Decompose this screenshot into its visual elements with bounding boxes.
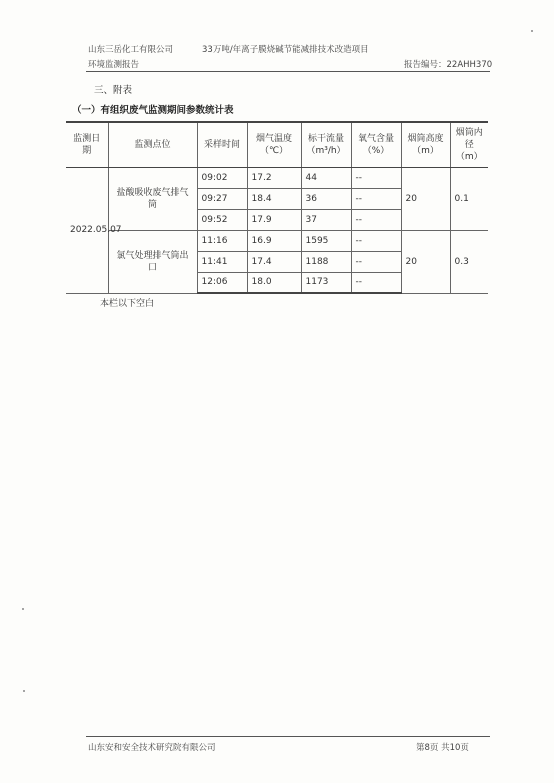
sample-time: 11:41 <box>197 251 247 272</box>
footer-page-number: 第8页 共10页 <box>416 743 469 753</box>
gas-temperature: 16.9 <box>247 230 301 251</box>
monitoring-point: 盐酸吸收废气排气筒 <box>108 167 197 230</box>
header-time: 采样时间 <box>197 122 247 167</box>
header-company: 山东三岳化工有限公司 <box>88 45 174 55</box>
header-rule <box>86 71 490 72</box>
header-report-number: 报告编号：22AHH370 <box>404 60 493 70</box>
table-row <box>66 167 488 188</box>
stack-diameter: 0.3 <box>450 230 488 293</box>
sample-time: 09:02 <box>197 167 247 188</box>
stack-height: 20 <box>401 230 450 293</box>
standard-flow: 1173 <box>301 272 351 293</box>
gas-temperature: 17.9 <box>247 209 301 230</box>
standard-flow: 37 <box>301 209 351 230</box>
oxygen-content: -- <box>351 209 401 230</box>
sample-time: 09:52 <box>197 209 247 230</box>
gas-temperature: 18.0 <box>247 272 301 293</box>
gas-temperature: 17.2 <box>247 167 301 188</box>
header-flow: 标干流量（m³/h） <box>301 122 351 167</box>
scan-speck <box>531 30 533 32</box>
sample-time: 11:16 <box>197 230 247 251</box>
header-temp: 烟气温度（℃） <box>247 122 301 167</box>
oxygen-content: -- <box>351 167 401 188</box>
sample-time: 12:06 <box>197 272 247 293</box>
table-title: （一）有组织废气监测期间参数统计表 <box>72 105 234 116</box>
sample-time: 09:27 <box>197 188 247 209</box>
monitoring-point: 氯气处理排气筒出口 <box>108 230 197 293</box>
footer-rule <box>86 736 490 737</box>
gas-temperature: 18.4 <box>247 188 301 209</box>
header-date: 监测日期 <box>66 122 108 167</box>
table-row <box>66 230 488 251</box>
stack-height: 20 <box>401 167 450 230</box>
scan-speck <box>22 608 24 610</box>
footer-institute: 山东安和安全技术研究院有限公司 <box>88 743 216 753</box>
monitoring-date: 2022.05.07 <box>66 167 108 293</box>
header-o2: 氧气含量（%） <box>351 122 401 167</box>
oxygen-content: -- <box>351 188 401 209</box>
scan-speck <box>23 690 25 692</box>
oxygen-content: -- <box>351 230 401 251</box>
standard-flow: 36 <box>301 188 351 209</box>
header-report-type: 环境监测报告 <box>88 60 140 70</box>
standard-flow: 44 <box>301 167 351 188</box>
oxygen-content: -- <box>351 272 401 293</box>
header-project: 33万吨/年离子膜烧碱节能减排技术改造项目 <box>202 45 369 55</box>
header-height: 烟筒高度（m） <box>401 122 450 167</box>
oxygen-content: -- <box>351 251 401 272</box>
exhaust-parameter-table <box>66 121 488 294</box>
section-title: 三、附表 <box>94 85 133 96</box>
blank-below-note: 本栏以下空白 <box>100 299 155 309</box>
header-diameter: 烟筒内径（m） <box>450 122 488 167</box>
stack-diameter: 0.1 <box>450 167 488 230</box>
table-header-row <box>66 122 488 167</box>
standard-flow: 1595 <box>301 230 351 251</box>
gas-temperature: 17.4 <box>247 251 301 272</box>
header-point: 监测点位 <box>108 122 197 167</box>
standard-flow: 1188 <box>301 251 351 272</box>
